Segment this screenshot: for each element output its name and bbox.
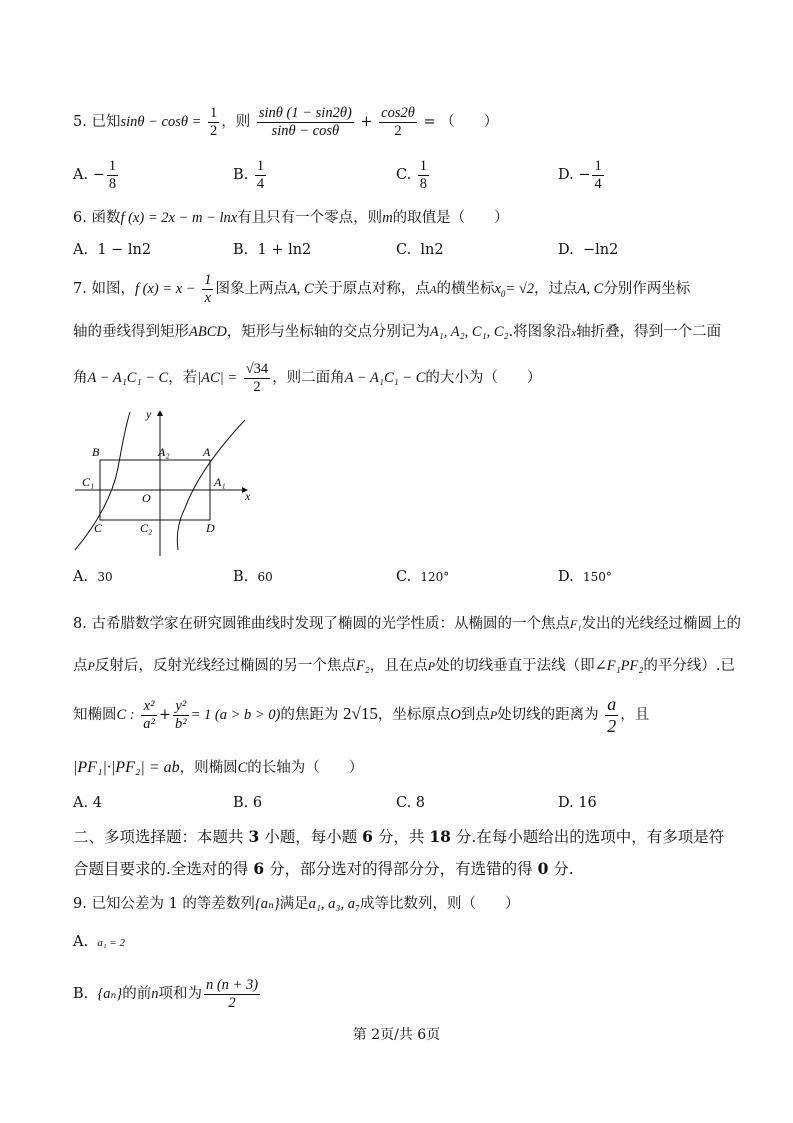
q8-c: C <box>237 760 248 776</box>
section2-line-2: 合题目要求的.全选对的得 6 分，部分选对的得部分分，有选错的得 0 分. <box>73 859 574 878</box>
q8-option-a[interactable]: A. 4 <box>73 795 102 811</box>
q7-number: 7. <box>73 281 87 298</box>
q9-text-a: 已知公差为 <box>91 896 164 912</box>
q5-text-pre: 已知 <box>91 114 121 130</box>
q7-rect: ABCD <box>189 324 227 340</box>
q5-option-b[interactable]: B. $\frac{1}{4}$ <box>233 158 265 192</box>
q5-condition: sinθ − cosθ = <box>120 114 202 130</box>
q5-stem <box>73 104 498 140</box>
q8-o: O <box>450 707 461 723</box>
q7-line3-c: ，则二面角 <box>272 370 345 386</box>
q5-expr1-fraction: $\frac{\sin\theta (1 - \sin 2\theta)}{\sin\theta - \cos\theta}$ <box>258 104 352 139</box>
label-y: y <box>146 408 152 421</box>
q6-option-b[interactable]: B. 1 + ln2 <box>233 242 312 258</box>
q7-text-2: 关于原点对称，点 <box>313 281 430 298</box>
q8-angle: ∠F₁PF₂ <box>594 658 644 674</box>
label-c1: C₁ <box>82 475 95 489</box>
q7-option-a[interactable]: A. 30 <box>73 569 113 585</box>
q8-x-fraction: $\frac{\text{x²}}{\text{a²}}$ <box>143 697 155 732</box>
q8-ellipse: C : <box>116 707 135 723</box>
q8-p2: P <box>427 659 436 673</box>
q7-points: A, C <box>287 281 314 298</box>
q5-tail: = （ ） <box>423 114 499 130</box>
q8-number: 8. <box>73 616 87 632</box>
q5-cond-fraction: $\frac{1}{2}$ <box>210 104 218 139</box>
q9-option-a[interactable]: A. a₁ = 2 <box>73 934 126 950</box>
q7-figure <box>70 408 270 558</box>
q9-text-c: 满足 <box>279 896 309 912</box>
label-c: C <box>94 521 103 535</box>
q8-l2a: 点 <box>73 658 88 674</box>
q8-l3c: ，坐标原点 <box>377 707 451 723</box>
q6-option-d[interactable]: D. −ln2 <box>558 242 619 258</box>
q7-text-4: ，过点 <box>534 281 578 298</box>
q6-stem <box>73 206 509 227</box>
q8-l3e: 处切线的距离为 <box>497 707 599 723</box>
q9-seq: {aₙ} <box>254 896 280 912</box>
q8-focal: 2√15 <box>342 704 378 723</box>
q7-line2-a: 轴的垂线得到矩形 <box>73 324 189 340</box>
q7-line-3 <box>73 358 541 398</box>
q8-l2b: 反射后，反射光线经过椭圆的另一个焦点 <box>94 658 356 674</box>
q7-line3-b: ，若 <box>168 370 198 386</box>
q5-option-d[interactable]: D. − $\frac{1}{4}$ <box>558 158 602 192</box>
q8-product: |PF₁|·|PF₂| = ab <box>73 759 180 776</box>
q9-option-b[interactable]: B. {aₙ}的前n项和为 $\frac{n (n + 3)}{2}$ <box>73 976 259 1011</box>
page-footer: 第 2页/共 6页 <box>352 1027 441 1043</box>
q7-angle-2: A − A₁C₁ − C <box>344 370 426 386</box>
q7-line-1 <box>73 272 690 311</box>
q8-option-c[interactable]: C. 8 <box>396 795 426 811</box>
q8-option-d[interactable]: D. 16 <box>558 795 597 811</box>
q6-number: 6. <box>73 210 87 226</box>
q5-expr2-fraction: $\frac{\cos 2\theta}{2}$ <box>381 104 415 139</box>
q5-text-mid: ，则 <box>221 114 251 130</box>
q7-line3-d: 的大小为（ ） <box>425 370 542 386</box>
q8-l3f: ，且 <box>620 707 650 723</box>
q7-line2-c: .将图象沿 <box>508 324 572 340</box>
q7-function: f (x) = x − <box>134 281 196 298</box>
q8-distance-fraction: $\frac{a}{2}$ <box>607 693 617 736</box>
q7-option-b[interactable]: B. 60 <box>233 569 273 585</box>
q5-option-a[interactable]: A. − $\frac{1}{8}$ <box>73 158 117 192</box>
q6-option-c[interactable]: C. ln2 <box>396 242 444 258</box>
label-b: B <box>92 445 100 459</box>
q6-function: f (x) = 2x − m − lnx <box>120 210 238 226</box>
q7-points-2: A, C <box>577 281 604 298</box>
q8-line1-tail: 发出的光线经过椭圆上的 <box>581 616 741 632</box>
q8-p3: P <box>489 708 498 722</box>
q9-text-e: 成等比数列，则（ ） <box>360 896 520 912</box>
q8-l3a: 知椭圆 <box>73 707 117 723</box>
q7-option-c[interactable]: C. 120° <box>396 569 450 585</box>
q6-option-a[interactable]: A. 1 − ln2 <box>73 242 152 258</box>
q8-line-2 <box>73 654 735 675</box>
q8-l3b: 的焦距为 <box>280 707 339 723</box>
label-a: A <box>203 445 211 459</box>
q8-l2c: ，且在点 <box>369 658 428 674</box>
q7-text-1: 图象上两点 <box>215 281 288 298</box>
q8-option-b[interactable]: B. 6 <box>233 795 263 811</box>
q7-x0: $x_0$ <box>494 281 506 300</box>
q7-func-fraction: $\frac{1}{x}$ <box>204 272 212 306</box>
label-a1: A₁ <box>214 475 226 489</box>
q8-line-1 <box>73 612 741 633</box>
q8-line1-text: 古希腊数学家在研究圆锥曲线时发现了椭圆的光学性质：从椭圆的一个焦点 <box>91 616 570 632</box>
q8-l2d: 处的切线垂直于法线（即 <box>435 658 595 674</box>
q7-angle-1: A − A₁C₁ − C <box>87 370 169 386</box>
q7-x0-value: = √2 <box>505 281 535 298</box>
q7-points-3: A₁, A₂, C₁, C₂ <box>429 324 509 340</box>
q9-stem <box>73 892 520 913</box>
q8-l3d: 到点 <box>460 707 490 723</box>
q7-option-d[interactable]: D. 150° <box>558 569 612 585</box>
q7-line2-d: 轴折叠，得到一个二面 <box>576 324 722 340</box>
q6-var: m <box>382 210 393 226</box>
q7-x-axis: x <box>571 327 577 339</box>
q8-ellipse-tail: = 1 (a > b > 0) <box>190 707 281 723</box>
q8-p: P <box>87 659 95 673</box>
q8-line-3: 知椭圆C : $\frac{\text{x²}}{\text{a²}}$ + $\frac{\text{y²}}{\text{b²}}$ = 1 (a > b > 0)的焦距为 2√15，坐标原点O到点P处切线的距离为 $\frac{a}{2}$ ，且 <box>73 693 650 736</box>
q6-text-pre: 函数 <box>91 210 121 226</box>
q8-line-4 <box>73 756 363 777</box>
q7-text-5: 分别作两坐标 <box>603 281 691 298</box>
q8-l4b: ，则椭圆 <box>179 760 238 776</box>
q7-ac: |AC| = <box>197 370 238 386</box>
q7-line3-a: 角 <box>73 370 88 386</box>
q6-tail: 的取值是（ ） <box>392 210 509 226</box>
q5-number: 5. <box>73 114 87 130</box>
q9-text-b: 的等差数列 <box>182 896 255 912</box>
q7-text-3: 的横坐标 <box>436 281 495 298</box>
section2-line-1: 二、多项选择题：本题共 3 小题，每小题 6 分，共 18 分.在每小题给出的选项中，有多项是符 <box>73 827 725 846</box>
label-a2: A₂ <box>158 445 170 459</box>
q5-option-c[interactable]: C. $\frac{1}{8}$ <box>396 158 428 192</box>
q8-f1: F₁ <box>569 617 582 631</box>
q5-plus: + <box>360 114 373 130</box>
label-o: O <box>142 491 151 505</box>
q7-ac-fraction: $\frac{√34}{2}$ <box>245 360 269 395</box>
q7-point-a: A <box>429 284 437 297</box>
q9-terms: a₁, a₃, a₇ <box>308 896 361 912</box>
q8-f2: F₂ <box>355 658 370 674</box>
label-d: D <box>206 521 215 535</box>
label-c2: C₂ <box>140 521 153 535</box>
q9-number: 9. <box>73 896 87 912</box>
label-x: x <box>245 489 251 503</box>
q6-text-mid: 有且只有一个零点，则 <box>237 210 383 226</box>
q8-l2e: 的平分线）.已 <box>643 658 736 674</box>
q8-y-fraction: $\frac{\text{y²}}{\text{b²}}$ <box>175 697 187 732</box>
q8-l4c: 的长轴为（ ） <box>247 760 364 776</box>
q9-d: 1 <box>168 896 178 912</box>
q7-text: 如图， <box>91 281 135 298</box>
q7-line-2 <box>73 320 721 341</box>
q7-line2-b: ，矩形与坐标轴的交点分别记为 <box>226 324 430 340</box>
